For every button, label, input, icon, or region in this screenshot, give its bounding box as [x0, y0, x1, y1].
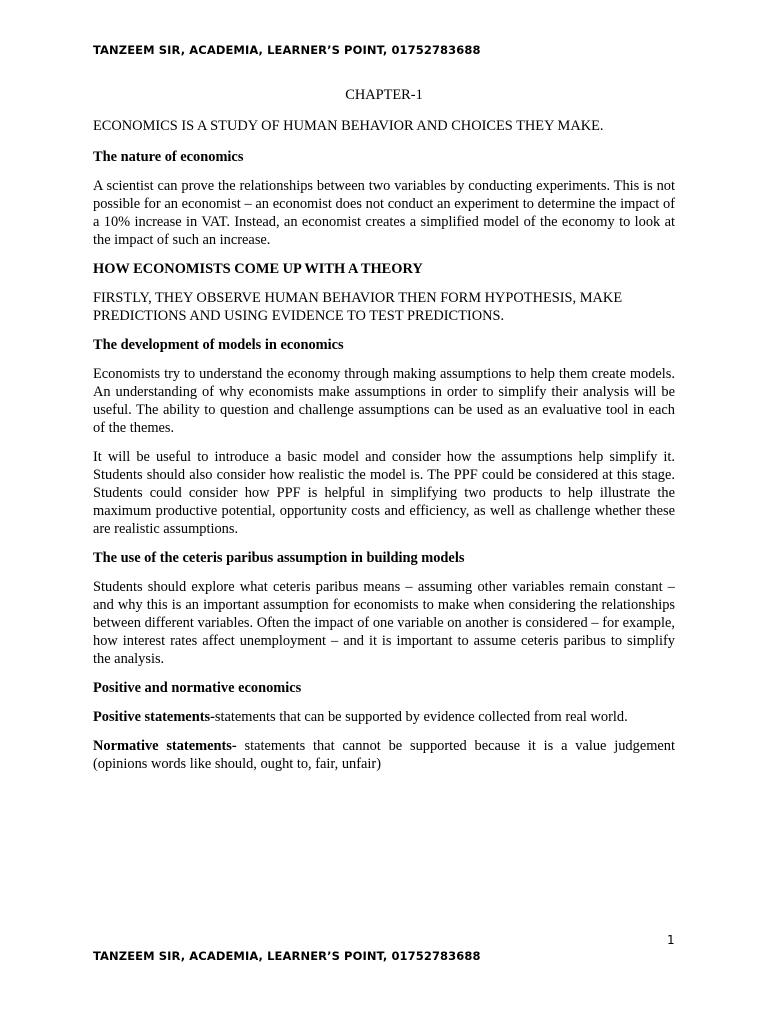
positive-statement-text: statements that can be supported by evidence collected from real world.	[214, 709, 628, 725]
intro-statement: ECONOMICS IS A STUDY OF HUMAN BEHAVIOR AND CHOICES THEY MAKE.	[93, 118, 604, 134]
heading-theory: HOW ECONOMISTS COME UP WITH A THEORY	[93, 261, 423, 277]
heading-models: The development of models in economics	[93, 337, 344, 353]
page-number: 1	[667, 933, 675, 947]
positive-statement-label: Positive statements-	[93, 709, 215, 725]
normative-statement-text: statements that cannot be supported because it is a value judgement (opinions words like should, ought to, fair, unfair)	[93, 738, 675, 772]
paragraph-theory: FIRSTLY, THEY OBSERVE HUMAN BEHAVIOR THEN FORM HYPOTHESIS, MAKE PREDICTIONS AND USING EVIDENCE TO TEST PREDICTIONS.	[93, 290, 623, 324]
paragraph-models-1: Economists try to understand the economy through making assumptions to help them create models. An understanding of why economists make assumptions in order to simplify their analysis will be useful. The ability to question and challenge assumptions can be used as an evaluative tool in each of the themes.	[93, 366, 675, 436]
heading-positive-normative: Positive and normative economics	[93, 680, 302, 696]
document-body	[93, 86, 675, 784]
paragraph-nature: A scientist can prove the relationships between two variables by conducting experiments. This is not possible for an economist – an economist does not conduct an experiment to determine the impact of a 10% increase in VAT. Instead, an economist creates a simplified model of the economy to look at the impact of such an increase.	[93, 178, 675, 248]
heading-nature: The nature of economics	[93, 149, 244, 165]
normative-statement-label: Normative statements-	[93, 738, 237, 754]
heading-ceteris-paribus: The use of the ceteris paribus assumption in building models	[93, 550, 465, 566]
page-footer: TANZEEM SIR, ACADEMIA, LEARNER’S POINT, 01752783688	[93, 949, 481, 963]
positive-statement-definition	[93, 708, 675, 726]
chapter-title: CHAPTER-1	[345, 87, 423, 103]
paragraph-models-2: It will be useful to introduce a basic model and consider how the assumptions help simplify it. Students should also consider how realistic the model is. The PPF could be considered at this stage. Students could consider how PPF is helpful in simplifying two products to help illustrate the maximum productive potential, opportunity costs and efficiency, as well as challenge whether these are realistic assumptions.	[93, 449, 675, 537]
page-header: TANZEEM SIR, ACADEMIA, LEARNER’S POINT, 01752783688	[93, 43, 481, 57]
normative-statement-definition	[93, 737, 675, 773]
paragraph-ceteris-paribus: Students should explore what ceteris paribus means – assuming other variables remain constant – and why this is an important assumption for economists to make when considering the relationships between different variables. Often the impact of one variable on another is considered – for example, how interest rates affect unemployment – and it is important to assume ceteris paribus to simplify the analysis.	[93, 579, 675, 667]
